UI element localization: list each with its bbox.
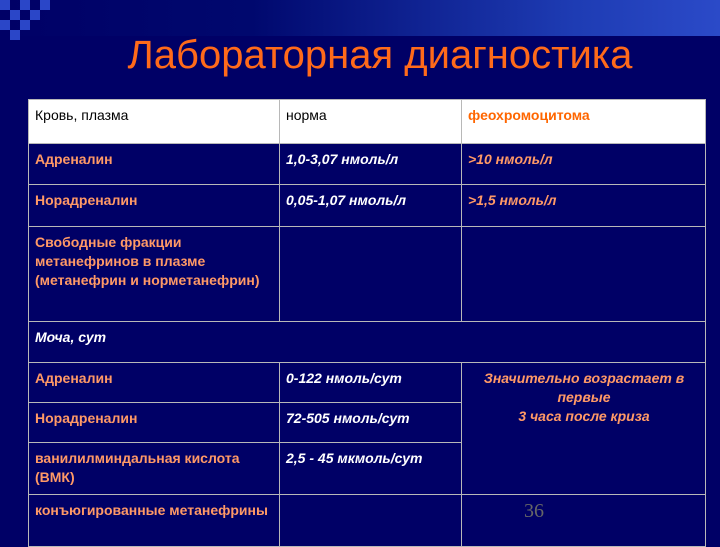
table-header-row (29, 100, 706, 144)
row-pheo (462, 495, 706, 547)
table-row (29, 227, 706, 322)
section-row (29, 322, 706, 363)
row-norm: 0,05-1,07 нмоль/л (280, 185, 462, 227)
lab-table (28, 99, 706, 547)
merged-pheo-line2: 3 часа после криза (518, 408, 650, 424)
row-name: Свободные фракции метанефринов в плазме (метанефрин и норметанефрин) (29, 227, 280, 322)
header-blood-plasma: Кровь, плазма (29, 100, 280, 144)
row-norm (280, 227, 462, 322)
row-norm: 1,0-3,07 нмоль/л (280, 144, 462, 185)
row-norm: 0-122 нмоль/сут (280, 363, 462, 403)
header-norm: норма (280, 100, 462, 144)
slide-title: Лабораторная диагностика (127, 33, 633, 77)
table-row (29, 185, 706, 227)
row-pheo: >10 нмоль/л (462, 144, 706, 185)
row-name: Адреналин (29, 363, 280, 403)
row-pheo: >1,5 нмоль/л (462, 185, 706, 227)
row-name: Адреналин (29, 144, 280, 185)
row-name: ванилилминдальная кислота (ВМК) (29, 443, 280, 495)
merged-pheo-line1: Значительно возрастает в первые (483, 370, 685, 405)
header-pheochromocytoma: феохромоцитома (462, 100, 706, 144)
table-row (29, 495, 706, 547)
row-norm (280, 495, 462, 547)
merged-pheo-cell (462, 363, 706, 495)
table-row (29, 144, 706, 185)
row-name: Норадреналин (29, 403, 280, 443)
row-pheo (462, 227, 706, 322)
slide-number: 36 (524, 500, 544, 522)
row-norm: 72-505 нмоль/сут (280, 403, 462, 443)
row-name: Норадреналин (29, 185, 280, 227)
urine-section-label: Моча, сут (29, 322, 706, 363)
row-name: конъюгированные метанефрины (29, 495, 280, 547)
table-row (29, 363, 706, 403)
row-norm: 2,5 - 45 мкмоль/сут (280, 443, 462, 495)
